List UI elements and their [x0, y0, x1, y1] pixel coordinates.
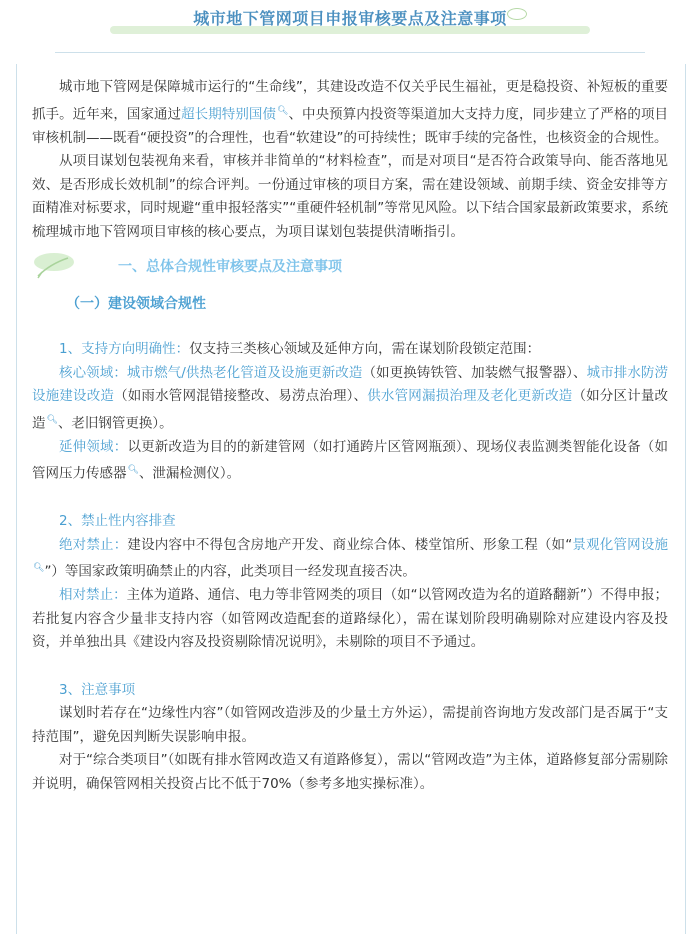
item-1-desc: 仅支持三类核心领域及延伸方向，需在谋划阶段锁定范围： [189, 341, 541, 357]
search-icon[interactable]: 🔍︎ [46, 414, 58, 425]
ext-domain-text-end: 、泄漏检测仪）。 [138, 465, 241, 482]
item-3-heading: 3、注意事项 [59, 681, 136, 698]
absolute-ban-paragraph [32, 534, 668, 585]
title-bar [0, 0, 700, 56]
core-domain-a: 城市燃气/供热老化管道及设施更新改造 [126, 364, 363, 381]
item-1-label: 1、支持方向明确性： [59, 341, 190, 357]
relative-ban-text: 主体为道路、通信、电力等非管网类的项目（如“以管网改造为名的道路翻新”）不得申报；若批复内容含少量非支持内容（如管网改造配套的道路绿化），需在谋划阶段明确剔除对应建设内容及投资，并单独出具《建设内容及投资剔除情况说明》，未剔除的项目不予通过。 [32, 587, 669, 650]
special-bond-link[interactable]: 超长期特别国债 [181, 106, 277, 122]
article-body [32, 76, 668, 796]
item-1-heading [32, 338, 668, 362]
intro-text-cont: 、中央预算内投资等渠道加大支持力度，同步建立了严格的项目审核机制——既看“硬投资”的合理性，也看“软建设”的可持续性；既审手续的完备性，也核资金的合规性。 [32, 106, 669, 146]
intro-text: 城市地下管网是保障城市运行的“生命线”，其建设改造不仅关乎民生福祉，更是稳投资、补短板的重要抓手。近年来，国家通过 [32, 79, 668, 122]
notes-paragraph-2: 对于“综合类项目”（如既有排水管网改造又有道路修复），需以“管网改造”为主体，道路修复部分需剔除并说明，确保管网相关投资占比不低于70%（参考多地实操标准）。 [32, 752, 668, 792]
top-divider [55, 52, 645, 53]
search-icon[interactable]: 🔍︎ [277, 105, 289, 116]
core-domain-a-note: （如更换铸铁管、加装燃气报警器）、 [362, 364, 587, 381]
item-2-heading: 2、禁止性内容排查 [59, 513, 176, 529]
leaf-icon [32, 250, 80, 280]
absolute-ban-text-end: ”）等国家政策明确禁止的内容，此类项目一经发现直接否决。 [44, 563, 416, 580]
section-title: 一、总体合规性审核要点及注意事项 [118, 259, 342, 275]
ext-domain-text: 以更新改造为目的的新建管网（如打通跨片区管网瓶颈）、现场仪表监测类智能化设备（如管网压力传感器 [32, 438, 668, 482]
search-icon[interactable]: 🔍︎ [127, 465, 139, 475]
subsection-title: （一）建设领域合规性 [66, 296, 206, 312]
ext-domain-label: 延伸领域： [59, 438, 128, 455]
section-heading [32, 250, 668, 290]
page-title: 城市地下管网项目申报审核要点及注意事项 [193, 9, 507, 28]
core-domain-b: 城市排水防涝设施建设改造 [32, 364, 669, 404]
core-domain-paragraph [32, 362, 668, 436]
leaf-outline-icon [507, 8, 527, 20]
search-icon[interactable]: 🔍︎ [33, 563, 45, 573]
relative-ban-label: 相对禁止： [59, 587, 127, 603]
landscape-pipe-link[interactable]: 景观化管网设施 [572, 536, 669, 553]
ext-domain-paragraph [32, 436, 668, 487]
notes-paragraph-1: 谋划时若存在“边缘性内容”（如管网改造涉及的少量土方外运），需提前咨询地方发改部门是否属于“支持范围”，避免因判断失误影响申报。 [32, 705, 668, 745]
core-domain-label: 核心领域： [59, 364, 127, 381]
core-domain-b-note: （如雨水管网混错接整改、易涝点治理）、 [114, 388, 368, 404]
core-domain-c-note-end: 、老旧钢管更换）。 [57, 415, 173, 431]
intro-paragraph-2: 从项目谋划包装视角来看，审核并非简单的“材料检查”，而是对项目“是否符合政策导向、能否落地见效、是否形成长效机制”的综合评判。一份通过审核的项目方案，需在建设领域、前期手续、资金安排等方面精准对标要求，同时规避“重申报轻落实”“重硬件轻机制”等常见风险。以下结合国家最新政策要求，系统梳理城市地下管网项目审核的核心要点，为项目谋划包装提供清晰指引。 [32, 153, 668, 240]
absolute-ban-text: 建设内容中不得包含房地产开发、商业综合体、楼堂馆所、形象工程（如“ [127, 536, 573, 553]
core-domain-c: 供水管网漏损治理及老化更新改造 [367, 388, 573, 404]
core-domain-c-note: （如分区计量改造 [32, 388, 669, 431]
absolute-ban-label: 绝对禁止： [59, 536, 128, 553]
relative-ban-paragraph [32, 584, 668, 655]
intro-paragraph-1 [32, 76, 668, 150]
